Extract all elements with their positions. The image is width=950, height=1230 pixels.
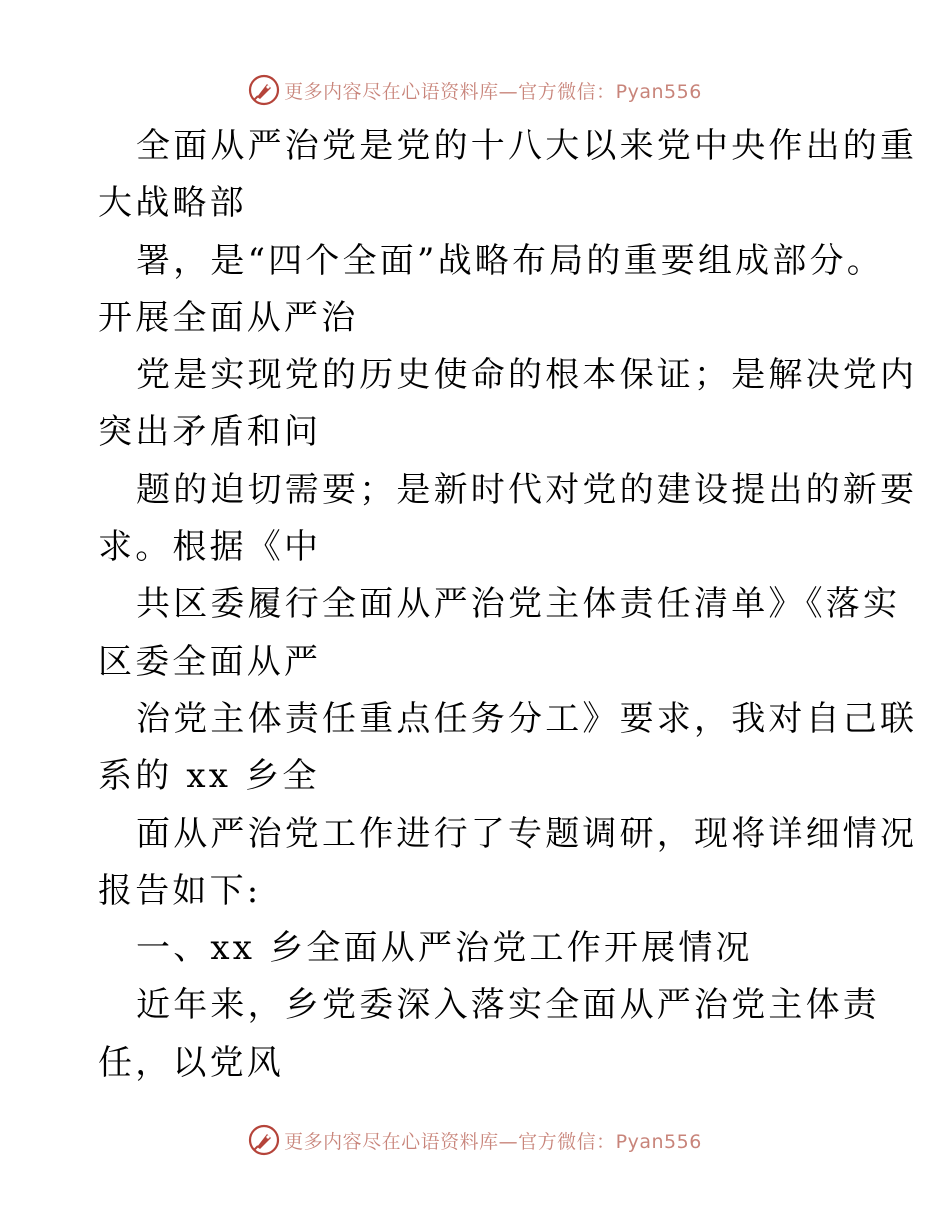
pen-nib-logo-icon	[248, 74, 280, 106]
text-line: 面从严治党工作进行了专题调研，现将详细情况	[136, 813, 918, 854]
text-line: 题的迫切需要；是新时代对党的建设提出的新要	[136, 469, 918, 510]
text-line: 全面从严治党是党的十八大以来党中央作出的重	[136, 126, 918, 166]
text-line: 署，是“四个全面”战略布局的重要组成部分。	[136, 240, 884, 281]
watermark-text: 更多内容尽在心语资料库—官方微信：Pyan556	[284, 80, 702, 103]
header-watermark	[0, 73, 950, 107]
text-line: 大战略部	[98, 183, 247, 224]
text-line: 开展全面从严治	[98, 297, 359, 338]
text-line: 突出矛盾和问	[98, 412, 322, 453]
text-line: 求。根据《中	[98, 527, 322, 568]
pen-nib-logo-icon	[248, 1124, 280, 1156]
text-line: 共区委履行全面从严治党主体责任清单》《落实	[136, 584, 901, 625]
text-line: 近年来，乡党委深入落实全面从严治党主体责	[136, 985, 880, 1026]
footer-watermark	[0, 1123, 950, 1157]
text-line: 系的 xx 乡全	[98, 756, 320, 797]
document-body	[98, 118, 918, 1092]
text-line: 报告如下:	[98, 870, 262, 911]
text-line: 治党主体责任重点任务分工》要求，我对自己联	[136, 698, 918, 739]
text-line: 一、xx 乡全面从严治党工作开展情况	[136, 928, 753, 969]
text-line: 党是实现党的历史使命的根本保证；是解决党内	[136, 355, 918, 396]
text-line: 区委全面从严	[98, 641, 322, 682]
text-line: 任，以党风	[98, 1042, 284, 1083]
watermark-text: 更多内容尽在心语资料库—官方微信：Pyan556	[284, 1130, 702, 1153]
